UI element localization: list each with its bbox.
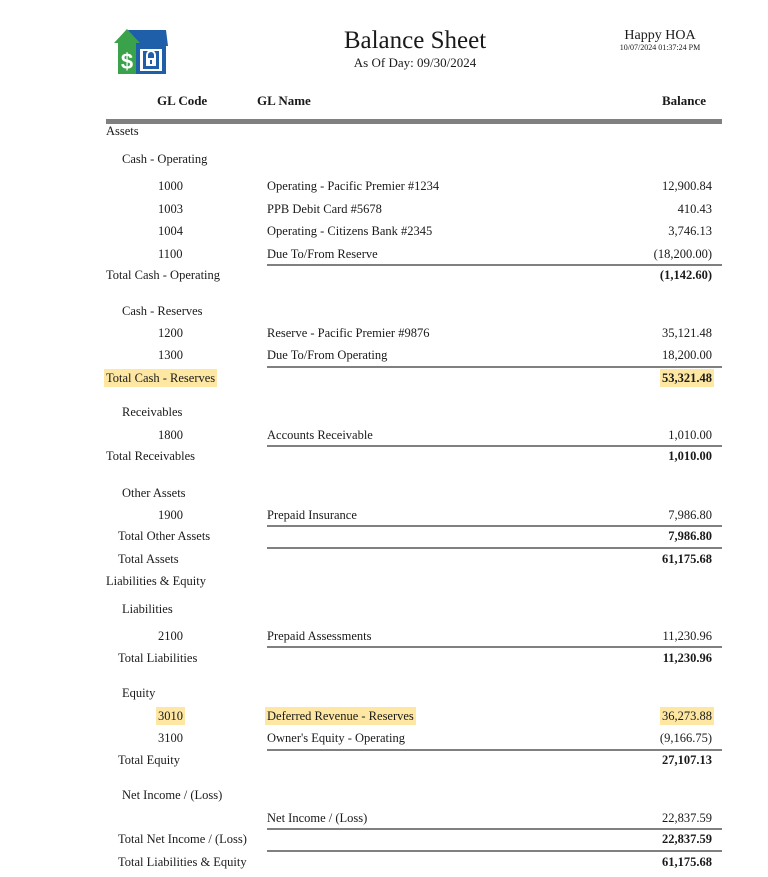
balance: (18,200.00) [653,247,712,261]
total-row-net-income: Total Net Income / (Loss) 22,837.59 [118,832,712,846]
table-row [0,627,768,645]
table-row [0,222,768,240]
total-row-receivables: Total Receivables 1,010.00 [106,449,712,463]
column-header-balance: Balance [661,93,706,108]
page-title: Balance Sheet [343,27,487,54]
section-heading-assets: Assets [106,124,139,138]
column-header-gl-name: GL Name [257,93,311,108]
balance: 35,121.48 [662,326,712,340]
generated-timestamp: 10/07/2024 01:37:24 PM [619,43,701,52]
highlighted-total-label: Total Cash - Reserves [106,371,216,385]
balance: (9,166.75) [659,731,712,745]
column-header-gl-code: GL Code [157,93,208,108]
table-row [0,506,768,524]
balance: 410.43 [677,202,712,216]
table-row [0,707,768,725]
group-heading-liabilities: Liabilities [122,602,173,616]
subtotal-rule [267,646,722,648]
gl-code: 1200 [158,326,183,340]
group-heading-net-income: Net Income / (Loss) [122,788,223,802]
gl-code: 1003 [158,202,183,216]
gl-name: Due To/From Operating [267,348,388,362]
subtotal-rule [267,547,722,549]
gl-code: 3100 [158,731,183,745]
total-row-liabilities: Total Liabilities 11,230.96 [118,651,712,665]
table-row [0,809,768,827]
total-row-equity: Total Equity 27,107.13 [118,753,712,767]
total-row-liabilities-equity: Total Liabilities & Equity 61,175.68 [118,855,712,869]
gl-name: Reserve - Pacific Premier #9876 [267,326,430,340]
gl-code: 1800 [158,428,183,442]
gl-code: 3010 [158,709,183,723]
total-row-cash-reserves [0,369,768,387]
balance: 36,273.88 [662,709,712,723]
gl-name: Owner's Equity - Operating [267,731,405,745]
gl-code: 1004 [158,224,183,238]
highlighted-total-value: 53,321.48 [662,371,712,385]
total-row-assets: Total Assets 61,175.68 [118,552,712,566]
subtotal-rule [267,366,722,368]
gl-code: 1100 [158,247,183,261]
group-heading-cash-operating: Cash - Operating [122,152,208,166]
gl-code: 1900 [158,508,183,522]
gl-name: PPB Debit Card #5678 [267,202,382,216]
group-heading-equity: Equity [122,686,156,700]
table-row [0,729,768,747]
table-row [0,177,768,195]
table-row [0,245,768,263]
balance: 7,986.80 [668,508,712,522]
as-of-date: As Of Day: 09/30/2024 [353,55,477,70]
group-heading-other-assets: Other Assets [122,486,186,500]
group-heading-receivables: Receivables [122,405,183,419]
gl-name: Due To/From Reserve [267,247,378,261]
balance: 12,900.84 [662,179,712,193]
table-row [0,346,768,364]
total-row-cash-operating: Total Cash - Operating (1,142.60) [106,268,712,282]
organization-name: Happy HOA [624,28,696,43]
gl-name: Prepaid Assessments [267,629,372,643]
table-row [0,426,768,444]
gl-name: Net Income / (Loss) [267,811,368,825]
gl-name: Operating - Pacific Premier #1234 [267,179,440,193]
gl-name: Prepaid Insurance [267,508,357,522]
balance: 18,200.00 [662,348,712,362]
balance: 22,837.59 [662,811,712,825]
table-row [0,200,768,218]
table-row [0,324,768,342]
balance: 1,010.00 [668,428,712,442]
organization-block [600,28,720,53]
balance: 11,230.96 [662,629,712,643]
gl-name: Operating - Citizens Bank #2345 [267,224,433,238]
total-row-other-assets: Total Other Assets 7,986.80 [118,529,712,543]
gl-name: Accounts Receivable [267,428,373,442]
gl-code: 1300 [158,348,183,362]
subtotal-rule [267,850,722,852]
section-heading-liabilities-equity: Liabilities & Equity [106,574,206,588]
gl-code: 1000 [158,179,183,193]
gl-code: 2100 [158,629,183,643]
group-heading-cash-reserves: Cash - Reserves [122,304,203,318]
balance: 3,746.13 [668,224,712,238]
gl-name: Deferred Revenue - Reserves [267,709,414,723]
svg-text:$: $ [120,49,134,74]
